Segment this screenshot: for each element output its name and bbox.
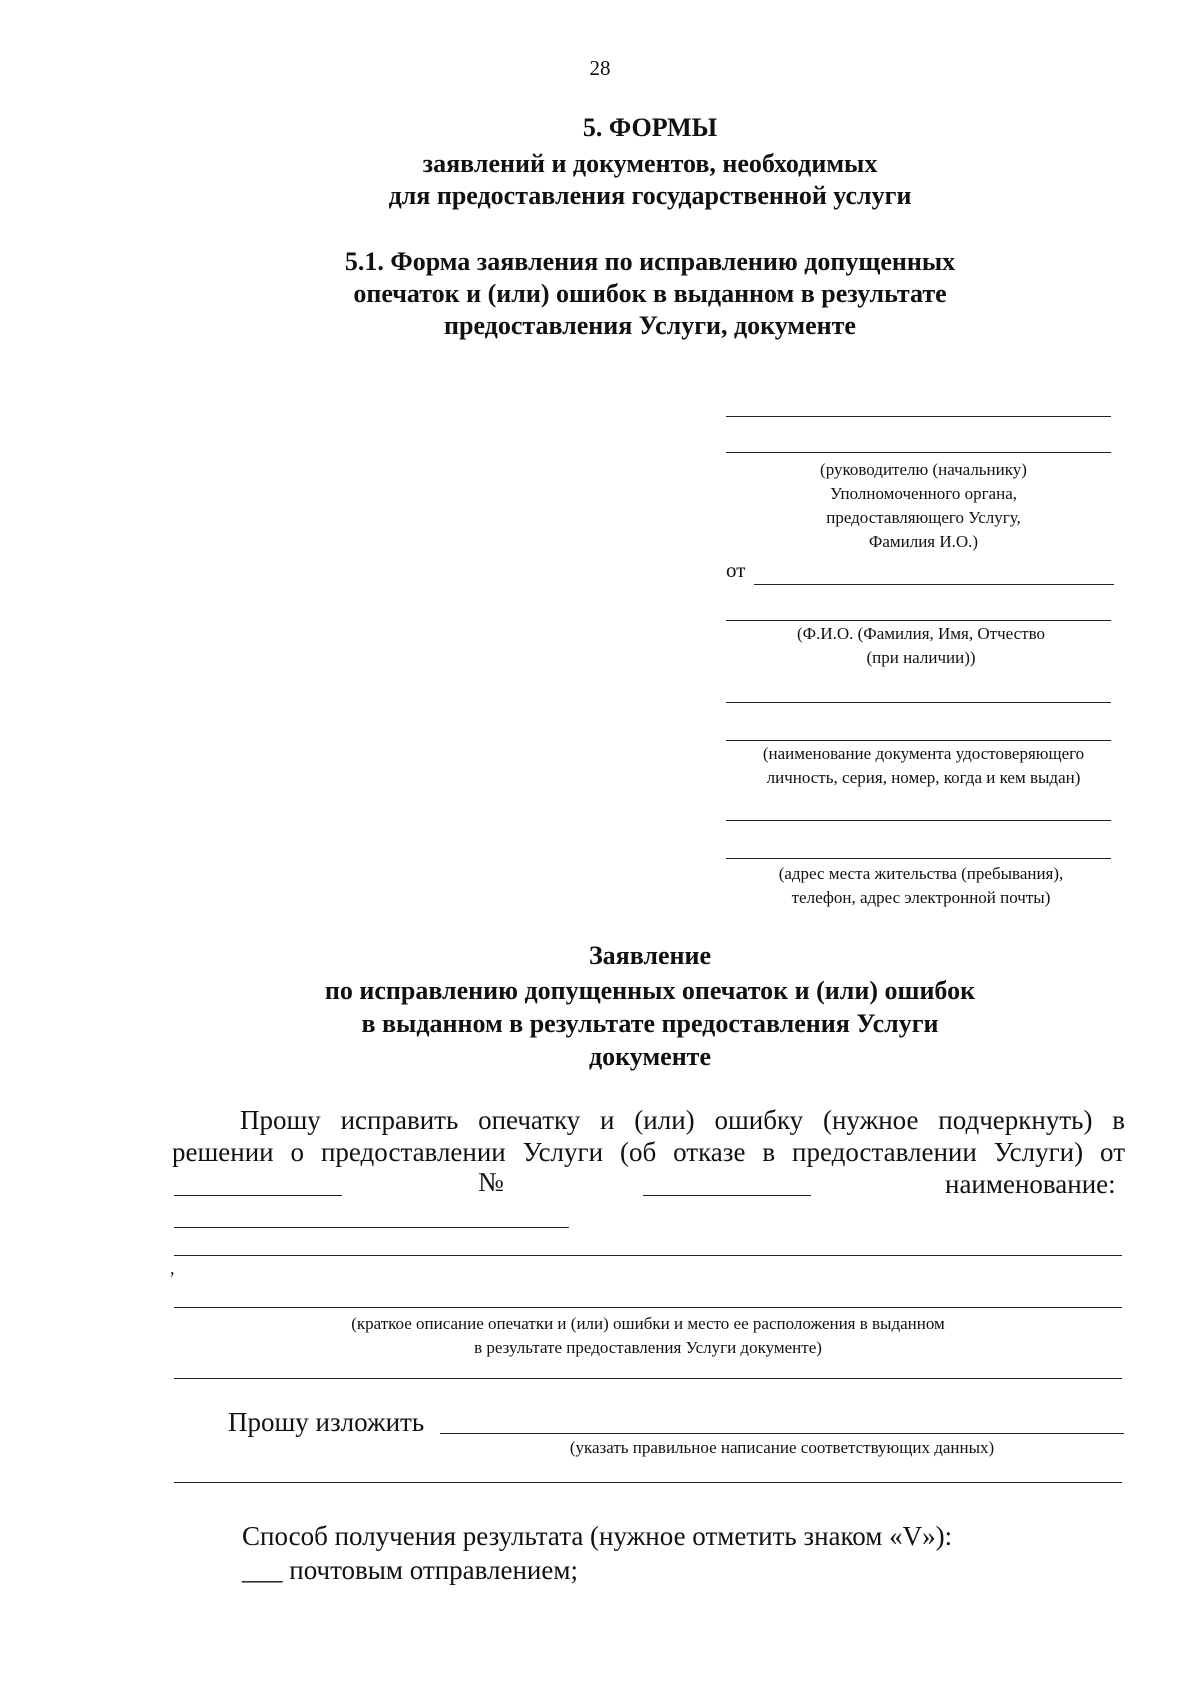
subsection-title-line3: предоставления Услуги, документе (444, 311, 856, 340)
description-caption (174, 1312, 1122, 1360)
statement-title-line2: по исправлению допущенных опечаток и (или) ошибок (324, 976, 976, 1005)
fio-caption-line1: (Ф.И.О. (Фамилия, Имя, Отчество (796, 624, 1045, 643)
description-caption-line1: (краткое описание опечатки и (или) ошибки и место ее расположения в выданном (351, 1314, 945, 1333)
document-caption (726, 742, 1121, 790)
section-subtitle-line1: заявлений и документов, необходимых (422, 149, 878, 178)
document-caption-line1: (наименование документа удостоверяющего (762, 744, 1085, 763)
option-mail-label: почтовым отправлением; (289, 1555, 578, 1585)
from-blank[interactable] (754, 584, 1114, 585)
request-line2: решении о предоставлении Услуги (об отказе в предоставлении Услуги) от (172, 1137, 1125, 1167)
document-blank-2[interactable] (726, 740, 1111, 741)
addressee-caption-line1: (руководителю (начальнику) (820, 460, 1027, 479)
section-title: 5. ФОРМЫ (582, 113, 718, 142)
address-blank-2[interactable] (726, 858, 1111, 859)
document-blank-1[interactable] (726, 702, 1111, 703)
name-label: наименование: (945, 1169, 1116, 1199)
document-caption-line2: личность, серия, номер, когда и кем выдан) (766, 768, 1081, 787)
comma-mark: , (170, 1258, 175, 1278)
option-mail-checkbox[interactable]: ___ (242, 1555, 283, 1585)
addressee-caption (726, 458, 1121, 554)
addressee-caption-line4: Фамилия И.О.) (868, 532, 979, 551)
address-blank-1[interactable] (726, 820, 1111, 821)
fio-caption (726, 622, 1116, 670)
restate-label: Прошу изложить (228, 1407, 425, 1437)
addressee-blank-1[interactable] (726, 416, 1111, 417)
description-caption-line2: в результате предоставления Услуги документе) (474, 1338, 822, 1357)
restate-caption: (указать правильное написание соответствующих данных) (569, 1438, 995, 1457)
statement-title: Заявление (588, 941, 712, 970)
restate-blank[interactable] (440, 1433, 1124, 1434)
addressee-caption-line2: Уполномоченного органа, (830, 484, 1017, 503)
statement-title-line3: в выданном в результате предоставления Услуги (361, 1009, 939, 1038)
number-blank[interactable] (643, 1195, 811, 1196)
from-label: от (726, 558, 746, 582)
request-line1: Прошу исправить опечатку и (или) ошибку (нужное подчеркнуть) в (240, 1105, 1125, 1135)
address-caption-line2: телефон, адрес электронной почты) (791, 888, 1051, 907)
section-subtitle-line2: для предоставления государственной услуги (388, 181, 912, 210)
description-blank-3[interactable] (174, 1378, 1122, 1379)
method-label: Способ получения результата (нужное отметить знаком «V»): (242, 1521, 953, 1551)
option-mail[interactable] (242, 1554, 578, 1586)
fio-caption-line2: (при наличии)) (866, 648, 976, 667)
restate-blank-2[interactable] (174, 1482, 1122, 1483)
description-blank-2[interactable] (174, 1307, 1122, 1308)
number-sign: № (478, 1167, 504, 1197)
page-number: 28 (589, 56, 611, 80)
date-blank[interactable] (174, 1195, 342, 1196)
addressee-blank-2[interactable] (726, 452, 1111, 453)
name-blank[interactable] (174, 1227, 569, 1228)
description-blank-1[interactable] (174, 1255, 1122, 1256)
address-caption-line1: (адрес места жительства (пребывания), (778, 864, 1064, 883)
address-caption (726, 862, 1116, 910)
subsection-title-line2: опечаток и (или) ошибок в выданном в результате (353, 279, 947, 308)
subsection-title-line1: 5.1. Форма заявления по исправлению допущенных (344, 247, 956, 276)
fio-blank[interactable] (726, 620, 1111, 621)
addressee-caption-line3: предоставляющего Услугу, (826, 508, 1021, 527)
statement-title-line4: документе (589, 1042, 711, 1071)
